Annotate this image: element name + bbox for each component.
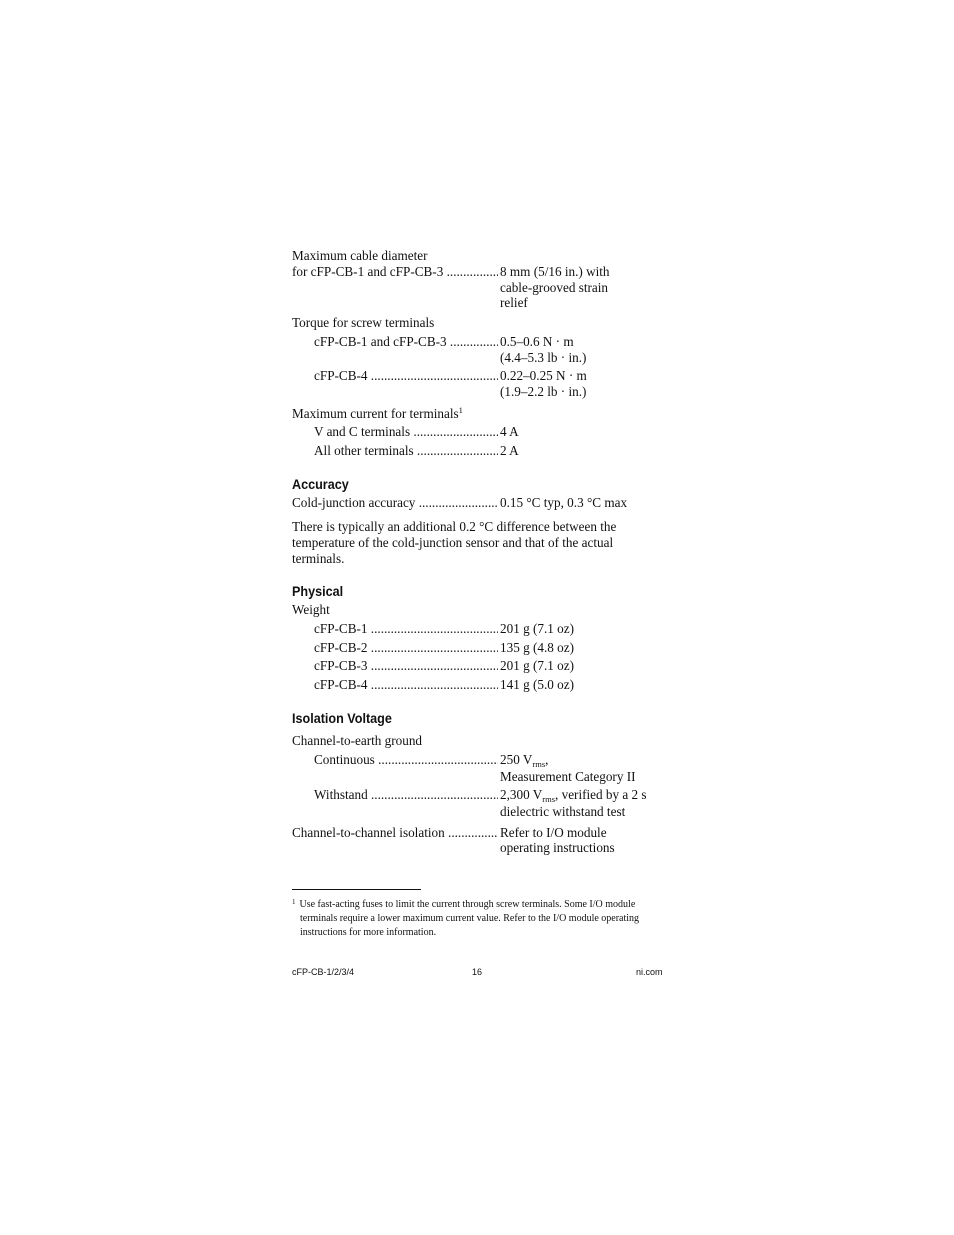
current-row-v-c (292, 424, 672, 440)
footnote-rule (292, 889, 421, 890)
weight-cb4-label: cFP-CB-4 ..... (314, 677, 498, 693)
weight-row-cb2 (292, 640, 672, 656)
cold-junction-value: 0.15 °C typ, 0.3 °C max (500, 495, 628, 510)
footer-website: ni.com (636, 967, 663, 977)
torque-row-cb4 (292, 368, 672, 384)
torque-cb4-label: cFP-CB-4 ..... (314, 368, 498, 384)
weight-cb1-value: 201 g (7.1 oz) (500, 621, 574, 636)
weight-row-cb3 (292, 658, 672, 674)
torque-label: Torque for screw terminals (292, 315, 435, 330)
accuracy-note-line1: There is typically an additional 0.2 °C difference between the (292, 519, 617, 534)
torque-cb1-cb3-label: cFP-CB-1 and cFP-CB-3 ..... (314, 334, 498, 350)
weight-cb3-value: 201 g (7.1 oz) (500, 658, 574, 673)
current-row-other (292, 443, 672, 459)
max-current-label-text: Maximum current for terminals (292, 406, 459, 421)
footnote-line1 (292, 898, 635, 912)
cold-junction-label: Cold-junction accuracy ..... (292, 495, 498, 511)
torque-row-cb1-cb3 (292, 334, 672, 350)
channel-isolation-value: Refer to I/O module (500, 825, 607, 840)
weight-cb2-label: cFP-CB-2 ..... (314, 640, 498, 656)
cable-diameter-value-line2: cable-grooved strain (500, 280, 609, 295)
withstand-value-line2: dielectric withstand test (500, 804, 626, 819)
footnote-line2: terminals require a lower maximum current value. Refer to the I/O module operating (300, 913, 640, 924)
torque-cb1-cb3-value: 0.5–0.6 N · m (500, 334, 574, 349)
withstand-value-tail: , verified by a 2 s (555, 787, 647, 802)
footnote-reference: 1 (458, 405, 463, 415)
current-v-c-label: V and C terminals ..... (314, 424, 498, 440)
weight-cb4-value: 141 g (5.0 oz) (500, 677, 574, 692)
accuracy-note-line2: temperature of the cold-junction sensor and that of the actual (292, 535, 614, 550)
torque-cb4-value-line2: (1.9–2.2 lb · in.) (500, 384, 587, 399)
accuracy-heading: Accuracy (292, 476, 349, 492)
cable-diameter-value: 8 mm (5/16 in.) with (500, 264, 610, 279)
weight-label: Weight (292, 602, 330, 617)
footnote-line3: instructions for more information. (300, 927, 437, 938)
torque-cb1-cb3-value-line2: (4.4–5.3 lb · in.) (500, 350, 587, 365)
max-current-label (292, 406, 463, 422)
earth-ground-label: Channel-to-earth ground (292, 733, 423, 748)
current-v-c-value: 4 A (500, 424, 519, 439)
withstand-value (500, 787, 647, 803)
cold-junction-row (292, 495, 672, 511)
weight-cb3-label: cFP-CB-3 ..... (314, 658, 498, 674)
continuous-value-tail: , (545, 752, 549, 767)
continuous-row (292, 752, 672, 768)
channel-isolation-value-line2: operating instructions (500, 840, 615, 855)
footer-page-number: 16 (472, 967, 483, 977)
cable-diameter-row (292, 264, 672, 280)
withstand-row (292, 787, 672, 803)
weight-row-cb1 (292, 621, 672, 637)
cable-diameter-label: Maximum cable diameter (292, 248, 428, 263)
current-other-value: 2 A (500, 443, 519, 458)
torque-cb4-value: 0.22–0.25 N · m (500, 368, 587, 383)
continuous-value-line2: Measurement Category II (500, 769, 636, 784)
cable-diameter-value-line3: relief (500, 295, 528, 310)
continuous-label: Continuous ..... (314, 752, 498, 768)
weight-cb2-value: 135 g (4.8 oz) (500, 640, 574, 655)
footer-document-id: cFP-CB-1/2/3/4 (292, 967, 355, 977)
continuous-value-sub: rms (532, 759, 546, 769)
continuous-value (500, 752, 548, 768)
continuous-value-main: 250 V (500, 752, 533, 767)
current-other-label: All other terminals ..... (314, 443, 498, 459)
weight-row-cb4 (292, 677, 672, 693)
physical-heading: Physical (292, 583, 344, 599)
channel-isolation-row (292, 825, 672, 841)
isolation-heading: Isolation Voltage (292, 710, 392, 726)
withstand-label: Withstand ..... (314, 787, 498, 803)
footnote-mark: 1 (292, 898, 296, 906)
cable-diameter-sublabel: for cFP-CB-1 and cFP-CB-3 ..... (292, 264, 498, 280)
withstand-value-sub: rms (542, 794, 556, 804)
channel-isolation-label: Channel-to-channel isolation ..... (292, 825, 498, 841)
footnote-text-line1: Use fast-acting fuses to limit the current through screw terminals. Some I/O module (299, 899, 636, 910)
accuracy-note-line3: terminals. (292, 551, 345, 566)
withstand-value-main: 2,300 V (500, 787, 543, 802)
weight-cb1-label: cFP-CB-1 ..... (314, 621, 498, 637)
